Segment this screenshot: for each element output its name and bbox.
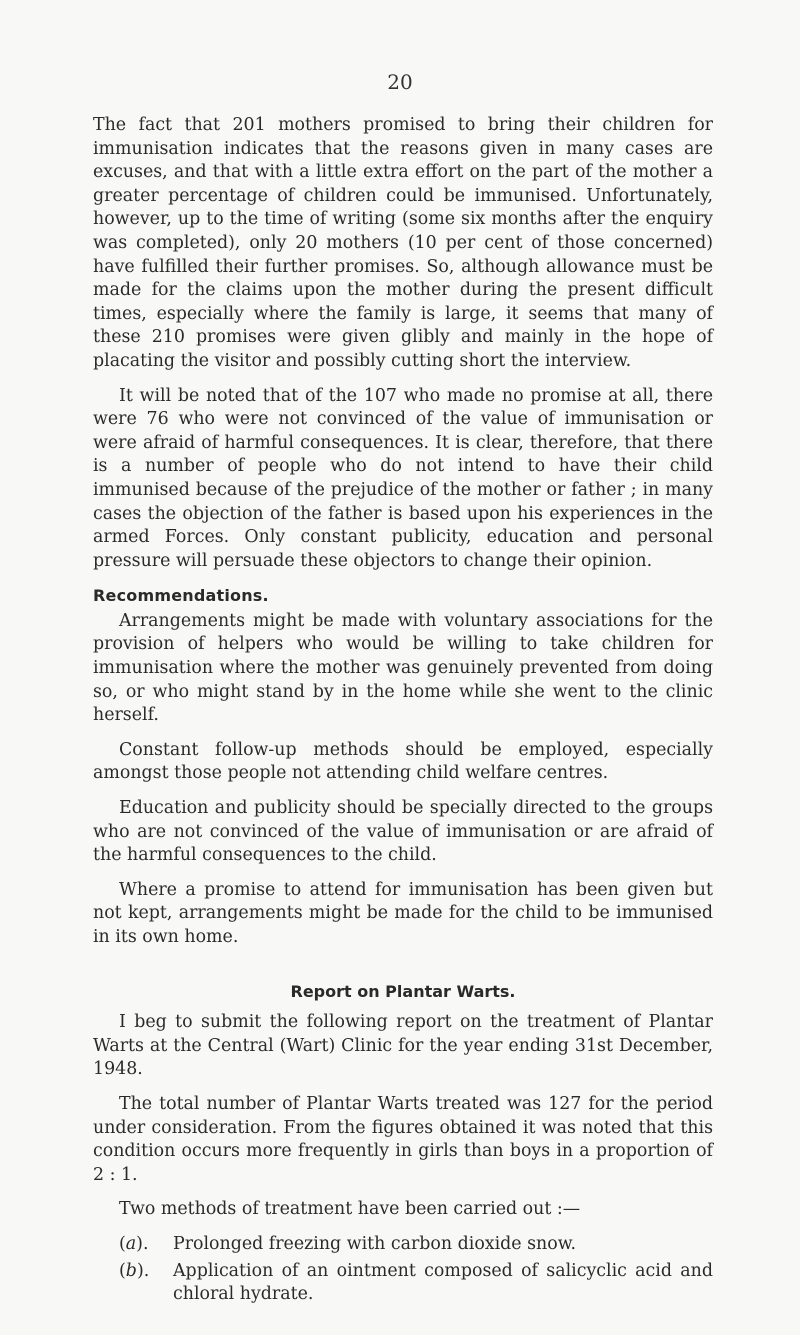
treatment-method-item xyxy=(119,1260,713,1307)
recommendation-paragraph: Where a promise to attend for immunisation has been given but not kept, arrangements might be made for the child to be immunised in its own home. xyxy=(93,879,713,947)
list-marker: (a). xyxy=(119,1233,149,1254)
report-paragraph: The total number of Plantar Warts treated was 127 for the period under consideration. From the figures obtained it was noted that this condition occurs more frequently in girls than boys in a proportion of 2 : 1. xyxy=(93,1093,713,1185)
recommendation-paragraph: Constant follow-up methods should be employed, especially amongst those people not attending child welfare centres. xyxy=(93,739,713,784)
page-number: 20 xyxy=(387,70,413,94)
list-text: Application of an ointment composed of salicyclic acid and chloral hydrate. xyxy=(173,1260,713,1305)
page-body xyxy=(93,114,713,1310)
report-paragraph: Two methods of treatment have been carried out :— xyxy=(119,1199,581,1220)
treatment-method-item xyxy=(119,1233,713,1257)
intro-paragraph-2: It will be noted that of the 107 who made no promise at all, there were 76 who were not convinced of the value of immunisation or were afraid of harmful consequences. It is clear, therefore, that there is a number of people who do not intend to have their child immunised because of the prejudice of the mother or father ; in many cases the objection of the father is based upon his experiences in the armed Forces. Only constant publicity, education and personal pressure will persuade these objectors to change their opinion. xyxy=(93,385,713,571)
intro-paragraph-1: The fact that 201 mothers promised to bring their children for immunisation indicates that the reasons given in many cases are excuses, and that with a little extra effort on the part of the mother a greater percentage of children could be immunised. Unfortunately, however, up to the time of writing (some six months after the enquiry was completed), only 20 mothers (10 per cent of those concerned) have fulfilled their further promises. So, although allowance must be made for the claims upon the mother during the present difficult times, especially where the family is large, it seems that many of these 210 promises were given glibly and mainly in the hope of placating the visitor and possibly cutting short the interview. xyxy=(93,115,713,371)
report-paragraph: I beg to submit the following report on the treatment of Plantar Warts at the Central (Wart) Clinic for the year ending 31st December, 1948. xyxy=(93,1012,713,1080)
recommendation-paragraph: Arrangements might be made with voluntary associations for the provision of helpers who would be willing to take children for immunisation where the mother was genuinely prevented from doing so, or who might stand by in the home while she went to the clinic herself. xyxy=(93,610,713,726)
report-heading: Report on Plantar Warts. xyxy=(290,981,516,1001)
list-text: Prolonged freezing with carbon dioxide snow. xyxy=(173,1233,577,1254)
list-marker: (b). xyxy=(119,1260,150,1281)
recommendation-paragraph: Education and publicity should be specially directed to the groups who are not convinced of the value of immunisation or are afraid of the harmful consequences to the child. xyxy=(93,798,713,866)
recommendations-heading: Recommendations. xyxy=(93,586,269,606)
